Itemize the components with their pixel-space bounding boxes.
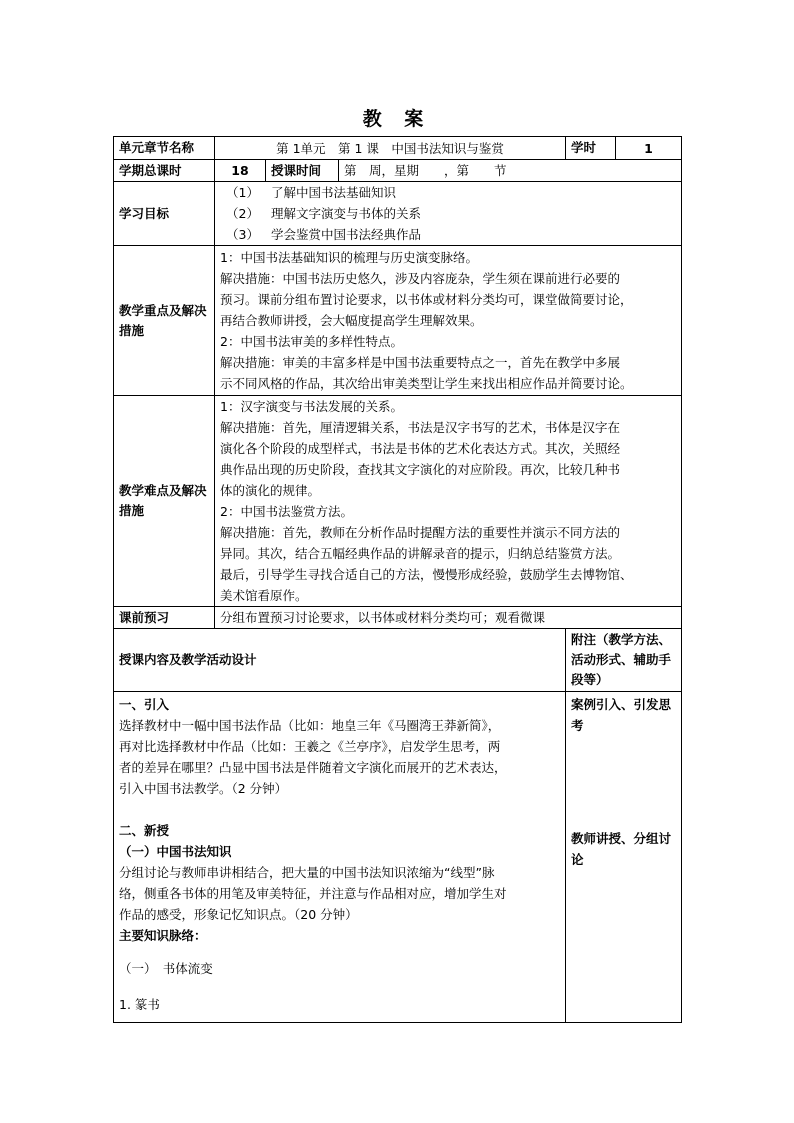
goals-list — [215, 182, 682, 246]
goals-label: 学习目标 — [114, 182, 215, 246]
row-unit — [114, 137, 682, 160]
difficult-points-content: 1：汉字演变与书法发展的关系。 解决措施：首先，厘清逻辑关系，书法是汉字书写的艺术，书体是汉字在 演化各个阶段的成型样式，书法是书体的艺术化表达方式。其次，关照经 典作品出现的历史阶段，查找其文字演化的对应阶段。再次，比较几种书 体的演化的规律。 2：中国书法鉴赏方法。 解决措施：首先，教师在分析作品时提醒方法的重要性并演示不同方法的 异同。其次，结合五幅经典作品的讲解录音的提示，归纳总结鉴赏方法。 最后，引导学生寻找合适自己的方法，慢慢形成经验，鼓励学生去博物馆、 美术馆看原作。 — [215, 396, 682, 607]
class-time-label: 授课时间 — [266, 160, 339, 182]
new-heading: 二、新授 — [119, 823, 170, 838]
class-time-value: 第 周，星期 ，第 节 — [339, 160, 682, 182]
key-points-content: 1：中国书法基础知识的梳理与历史演变脉络。 解决措施：中国书法历史悠久，涉及内容庞杂，学生须在课前进行必要的 预习。课前分组布置讨论要求，以书体或材料分类均可，课堂做简要讨论， 再结合教师讲授，会大幅度提高学生理解效果。 2：中国书法审美的多样性特点。 解决措施：审美的丰富多样是中国书法重要特点之一，首先在教学中多展 示不同风格的作品，其次给出审美类型让学生来找出相应作品并简要讨论。 — [215, 246, 682, 396]
knowledge-item: 1. 篆书 — [119, 997, 160, 1012]
row-key-points — [114, 246, 682, 396]
goal-item: （3） 学会鉴赏中国书法经典作品 — [226, 227, 422, 242]
difficult-points-label: 教学难点及解决措施 — [114, 396, 215, 607]
row-difficult-points — [114, 396, 682, 607]
goal-item: （2） 理解文字演变与书体的关系 — [226, 206, 422, 221]
document-title: 教 案 — [362, 108, 432, 130]
preview-content: 分组布置预习讨论要求，以书体或材料分类均可；观看微课 — [215, 607, 682, 629]
lesson-plan-table — [113, 136, 682, 1023]
hours-label: 学时 — [566, 137, 616, 160]
row-activity-header — [114, 629, 682, 692]
hours-value: 1 — [616, 137, 682, 160]
row-content — [114, 692, 682, 1023]
activity-label: 授课内容及教学活动设计 — [114, 629, 566, 692]
row-goals — [114, 182, 682, 246]
notes-header: 附注（教学方法、 活动形式、辅助手 段等） — [566, 629, 682, 692]
knowledge-item: （一） 书体流变 — [119, 961, 213, 976]
sub-heading: （一）中国书法知识 — [119, 844, 232, 859]
key-points-label: 教学重点及解决措施 — [114, 246, 215, 396]
main-knowledge-label: 主要知识脉络： — [119, 928, 207, 943]
lesson-content: 一、引入 选择教材中一幅中国书法作品（比如：地皇三年《马圈湾王莽新简》， 再对比选择教材中作品（比如：王羲之《兰亭序》，启发学生思考，两 者的差异在哪里？凸显中国书法是伴随着文字演化而展开的艺术表达， 引入中国书法教学。（2 分钟） 二、新授 （一）中国书法知识 分组讨论与教师串讲相结合，把大量的中国书法知识浓缩为“线型”脉 络，侧重各书体的用笔及审美特征，并注意与作品相对应，增加学生对 作品的感受，形象记忆知识点。（20 分钟） 主要知识脉络： （一） 书体流变 1. 篆书 — [114, 692, 566, 1023]
total-hours-label: 学期总课时 — [114, 160, 215, 182]
preview-label: 课前预习 — [114, 607, 215, 629]
unit-content: 第 1单元 第 1 课 中国书法知识与鉴赏 — [215, 137, 566, 160]
goal-item: （1） 了解中国书法基础知识 — [226, 185, 397, 200]
row-preview — [114, 607, 682, 629]
total-hours-value: 18 — [215, 160, 266, 182]
unit-label: 单元章节名称 — [114, 137, 215, 160]
row-term — [114, 160, 682, 182]
lesson-notes: 案例引入、引发思 考 教师讲授、分组讨 论 — [566, 692, 682, 1023]
intro-heading: 一、引入 — [119, 697, 170, 712]
